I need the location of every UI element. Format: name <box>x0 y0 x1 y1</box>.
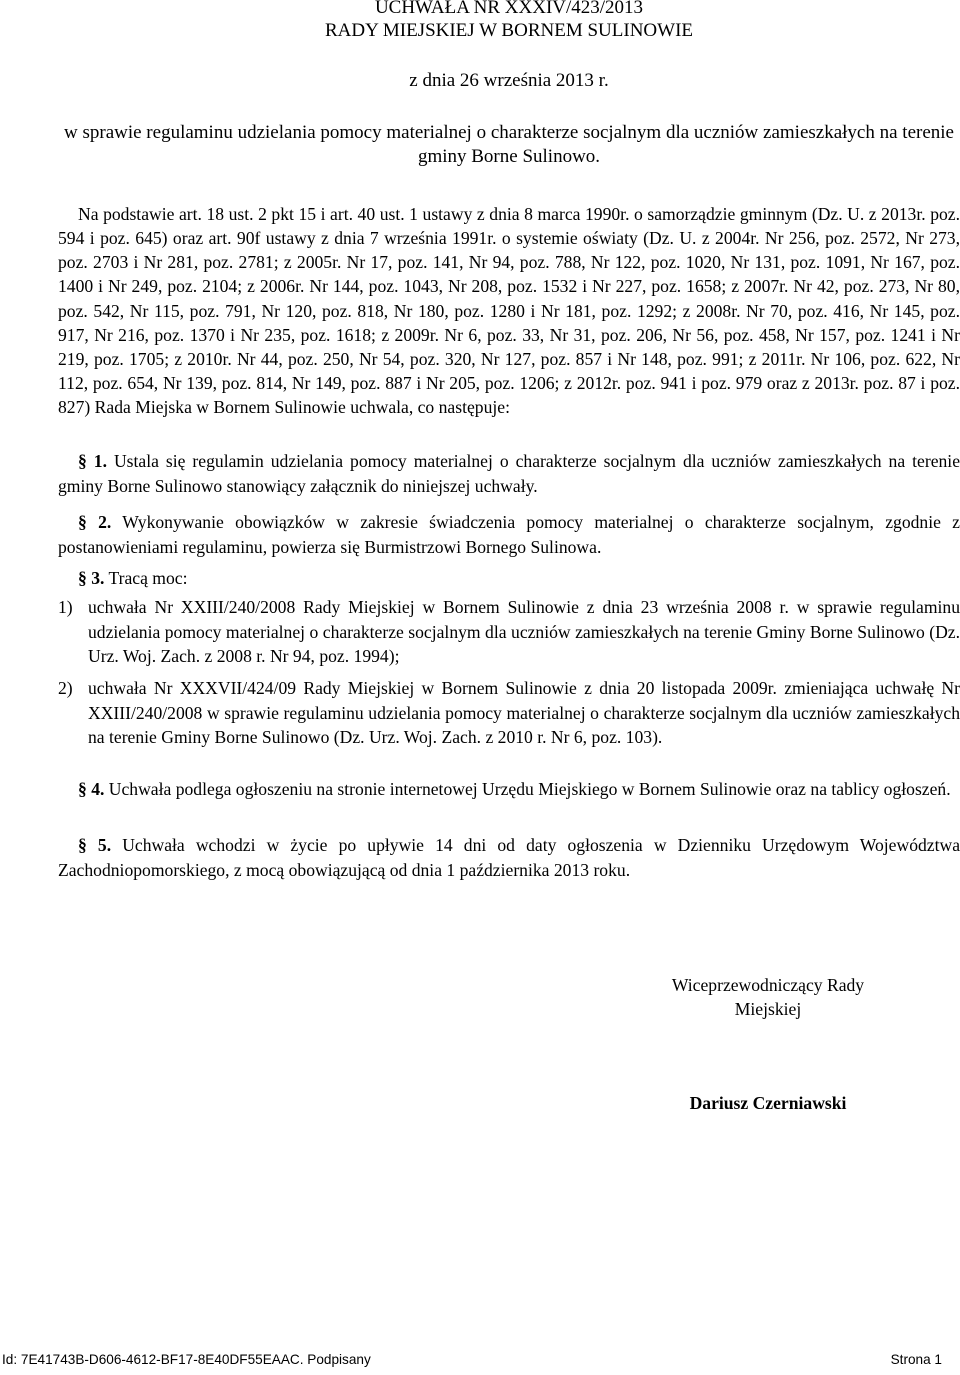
repealed-item-1 <box>58 595 960 669</box>
signatory-role-line: Wiceprzewodniczący Rady <box>671 975 865 995</box>
resolution-number: UCHWAŁA NR XXXIV/423/2013 <box>374 0 644 18</box>
list-number: 2) <box>58 678 73 698</box>
legal-basis: Na podstawie art. 18 ust. 2 pkt 15 i art. 40 ust. 1 ustawy z dnia 8 marca 1990r. o samorządzie gminnym (Dz. U. z 2013r. poz. 594 i poz. 645) oraz art. 90f ustawy z dnia 7 września 1991r. o systemie oświaty (Dz. U. z 2004r. Nr 256, poz. 2572, Nr 273, poz. 2703 i Nr 281, poz. 2781; z 2005r. Nr 17, poz. 141, Nr 94, poz. 788, Nr 122, poz. 1020, Nr 131, poz. 1091, Nr 167, poz. 1400 i Nr 249, poz. 2104; z 2006r. Nr 144, poz. 1043, Nr 208, poz. 1532 i Nr 227, poz. 1658; z 2007r. Nr 42, poz. 273, Nr 80, poz. 542, Nr 115, poz. 791, Nr 120, poz. 818, Nr 180, poz. 1280 i Nr 181, poz. 1292; z 2008r. Nr 70, poz. 416, Nr 145, poz. 917, Nr 216, poz. 1370 i Nr 235, poz. 1618; z 2009r. Nr 6, poz. 33, Nr 31, poz. 206, Nr 56, poz. 458, Nr 157, poz. 1241 i Nr 219, poz. 1705; z 2010r. Nr 44, poz. 250, Nr 54, poz. 320, Nr 127, poz. 857 i Nr 148, poz. 991; z 2011r. Nr 106, poz. 622, Nr 112, poz. 654, Nr 139, poz. 814, Nr 149, poz. 887 i Nr 205, poz. 1206; z 2012r. poz. 941 i poz. 979 oraz z 2013r. poz. 87 i poz. 827) Rada Miejska w Bornem Sulinowie uchwala, co następuje: <box>58 204 960 418</box>
paragraph-text: Uchwała podlega ogłoszeniu na stronie internetowej Urzędu Miejskiego w Bornem Sulinowie oraz na tablicy ogłoszeń. <box>104 779 951 799</box>
page-number: Strona 1 <box>890 1352 942 1367</box>
list-item-text: uchwała Nr XXXVII/424/09 Rady Miejskiej w Bornem Sulinowie z dnia 20 listopada 2009r. zmieniająca uchwałę Nr XXIII/240/2008 w sprawie regulaminu udzielania pomocy materialnej o charakterze socjalnym dla uczniów zamieszkałych na terenie Gminy Borne Sulinowo (Dz. Urz. Woj. Zach. z 2010 r. Nr 6, poz. 103). <box>88 678 960 747</box>
resolution-subject: w sprawie regulaminu udzielania pomocy materialnej o charakterze socjalnym dla uczniów zamieszkałych na terenie gminy Borne Sulinowo. <box>64 122 954 167</box>
repealed-item-2 <box>58 676 960 750</box>
paragraph-1 <box>58 449 960 498</box>
paragraph-mark: § 4. <box>78 779 105 799</box>
signatory-role-line: Miejskiej <box>734 999 802 1019</box>
paragraph-4 <box>58 777 960 802</box>
paragraph-text: Tracą moc: <box>104 568 188 588</box>
paragraph-2 <box>58 510 960 559</box>
paragraph-mark: § 3. <box>78 568 105 588</box>
list-item-text: uchwała Nr XXIII/240/2008 Rady Miejskiej w Bornem Sulinowie z dnia 23 września 2008 r. w sprawie regulaminu udzielania pomocy materialnej o charakterze socjalnym dla uczniów zamieszkałych na terenie Gminy Borne Sulinowo (Dz. Urz. Woj. Zach. z 2008 r. Nr 94, poz. 1994); <box>88 597 960 666</box>
paragraph-mark: § 5. <box>78 835 112 855</box>
signatory-name: Dariusz Czerniawski <box>689 1093 847 1113</box>
list-number: 1) <box>58 597 73 617</box>
document-id: Id: 7E41743B-D606-4612-BF17-8E40DF55EAAC. Podpisany <box>2 1352 371 1367</box>
paragraph-text: Ustala się regulamin udzielania pomocy materialnej o charakterze socjalnym dla uczniów zamieszkałych na terenie gminy Borne Sulinowo stanowiący załącznik do niniejszej uchwały. <box>58 451 960 496</box>
paragraph-text: Wykonywanie obowiązków w zakresie świadczenia pomocy materialnej o charakterze socjalnym, zgodnie z postanowieniami regulaminu, powierza się Burmistrzowi Bornego Sulinowa. <box>58 512 960 557</box>
paragraph-mark: § 2. <box>78 512 112 532</box>
paragraph-5 <box>58 833 960 882</box>
signatory-role <box>618 973 918 1021</box>
paragraph-mark: § 1. <box>78 451 107 471</box>
resolution-date: z dnia 26 września 2013 r. <box>409 70 609 91</box>
paragraph-3 <box>58 566 960 591</box>
paragraph-text: Uchwała wchodzi w życie po upływie 14 dni od daty ogłoszenia w Dzienniku Urzędowym Województwa Zachodniopomorskiego, z mocą obowiązującą od dnia 1 października 2013 roku. <box>58 835 960 880</box>
council-name: RADY MIEJSKIEJ W BORNEM SULINOWIE <box>324 20 694 41</box>
